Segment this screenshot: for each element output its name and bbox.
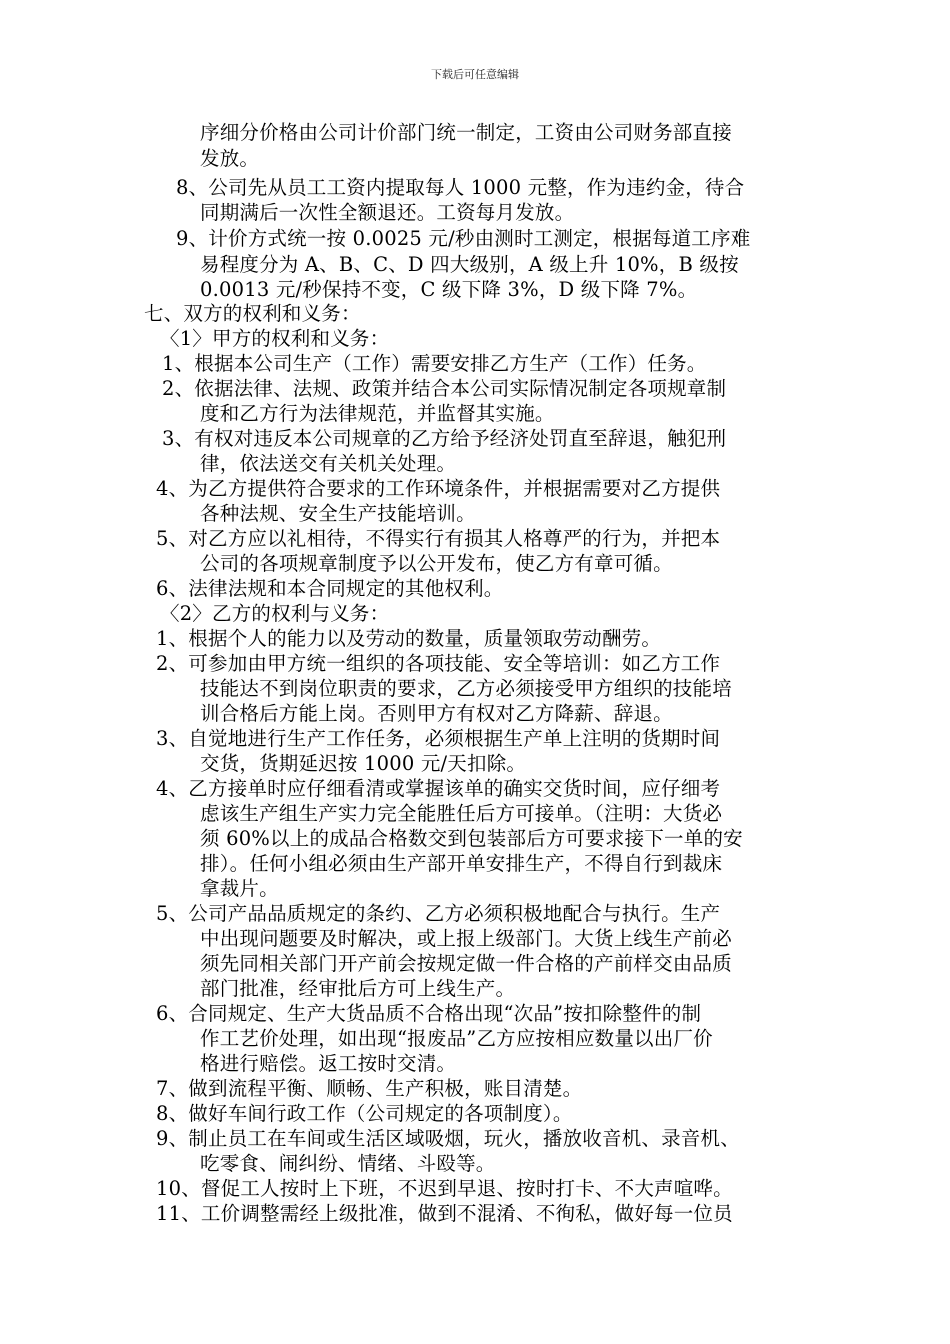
text-line: 吃零食、闹纠纷、情绪、斗殴等。: [200, 1152, 496, 1175]
text-line: 6、法律法规和本合同规定的其他权利。: [156, 577, 504, 600]
text-line: 4、乙方接单时应仔细看清或掌握该单的确实交货时间，应仔细考: [156, 777, 721, 800]
text-line: 0.0013 元/秒保持不变，C 级下降 3%，D 级下降 7%。: [200, 278, 698, 301]
text-line: 11、工价调整需经上级批准，做到不混淆、不徇私，做好每一位员: [156, 1202, 733, 1225]
text-line: 1、根据个人的能力以及劳动的数量，质量领取劳动酬劳。: [156, 627, 662, 650]
page-header: 下载后可任意编辑: [431, 68, 519, 81]
text-line: 9、制止员工在车间或生活区域吸烟，玩火，播放收音机、录音机、: [156, 1127, 740, 1150]
text-line: 3、有权对违反本公司规章的乙方给予经济处罚直至辞退，触犯刑: [162, 427, 727, 450]
text-line: 8、公司先从员工工资内提取每人 1000 元整，作为违约金，待合: [176, 176, 745, 199]
section-heading: 七、双方的权利和义务：: [144, 302, 361, 325]
text-line: 易程度分为 A、B、C、D 四大级别，A 级上升 10%，B 级按: [200, 253, 739, 276]
text-line: 训合格后方能上岗。否则甲方有权对乙方降薪、辞退。: [200, 702, 673, 725]
text-line: 1、根据本公司生产（工作）需要安排乙方生产（工作）任务。: [162, 352, 707, 375]
text-line: 公司的各项规章制度予以公开发布，使乙方有章可循。: [200, 552, 673, 575]
text-line: 序细分价格由公司计价部门统一制定，工资由公司财务部直接: [200, 121, 732, 144]
text-line: 须先同相关部门开产前会按规定做一件合格的产前样交由品质: [200, 952, 732, 975]
text-line: 2、依据法律、法规、政策并结合本公司实际情况制定各项规章制: [162, 377, 727, 400]
text-line: 格进行赔偿。返工按时交清。: [200, 1052, 457, 1075]
text-line: 部门批准，经审批后方可上线生产。: [200, 977, 516, 1000]
text-line: 同期满后一次性全额退还。工资每月发放。: [200, 201, 575, 224]
subsection-heading: 〈2〉乙方的权利与义务：: [160, 602, 390, 625]
text-line: 8、做好车间行政工作（公司规定的各项制度）。: [156, 1102, 573, 1125]
text-line: 2、可参加由甲方统一组织的各项技能、安全等培训：如乙方工作: [156, 652, 721, 675]
text-line: 7、做到流程平衡、顺畅、生产积极，账目清楚。: [156, 1077, 583, 1100]
text-line: 9、计价方式统一按 0.0025 元/秒由测时工测定，根据每道工序难: [176, 227, 751, 250]
text-line: 各种法规、安全生产技能培训。: [200, 502, 476, 525]
text-line: 发放。: [200, 147, 260, 170]
text-line: 5、对乙方应以礼相待，不得实行有损其人格尊严的行为，并把本: [156, 527, 721, 550]
text-line: 度和乙方行为法律规范，并监督其实施。: [200, 402, 555, 425]
text-line: 拿裁片。: [200, 877, 279, 900]
text-line: 5、公司产品品质规定的条约、乙方必须积极地配合与执行。生产: [156, 902, 721, 925]
text-line: 技能达不到岗位职责的要求，乙方必须接受甲方组织的技能培: [200, 677, 732, 700]
text-line: 作工艺价处理，如出现“报废品”乙方应按相应数量以出厂价: [200, 1027, 713, 1050]
text-line: 中出现问题要及时解决，或上报上级部门。大货上线生产前必: [200, 927, 732, 950]
subsection-heading: 〈1〉甲方的权利和义务：: [160, 327, 390, 350]
text-line: 交货，货期延迟按 1000 元/天扣除。: [200, 752, 527, 775]
text-line: 3、自觉地进行生产工作任务，必须根据生产单上注明的货期时间: [156, 727, 721, 750]
text-line: 须 60%以上的成品合格数交到包装部后方可要求接下一单的安: [200, 827, 743, 850]
text-line: 10、督促工人按时上下班，不迟到早退、按时打卡、不大声喧哗。: [156, 1177, 733, 1200]
text-line: 4、为乙方提供符合要求的工作环境条件，并根据需要对乙方提供: [156, 477, 721, 500]
text-line: 6、合同规定、生产大货品质不合格出现“次品”按扣除整件的制: [156, 1002, 702, 1025]
text-line: 律，依法送交有关机关处理。: [200, 452, 457, 475]
text-line: 排）。任何小组必须由生产部开单安排生产，不得自行到裁床: [200, 852, 723, 875]
text-line: 虑该生产组生产实力完全能胜任后方可接单。（注明：大货必: [200, 802, 723, 825]
